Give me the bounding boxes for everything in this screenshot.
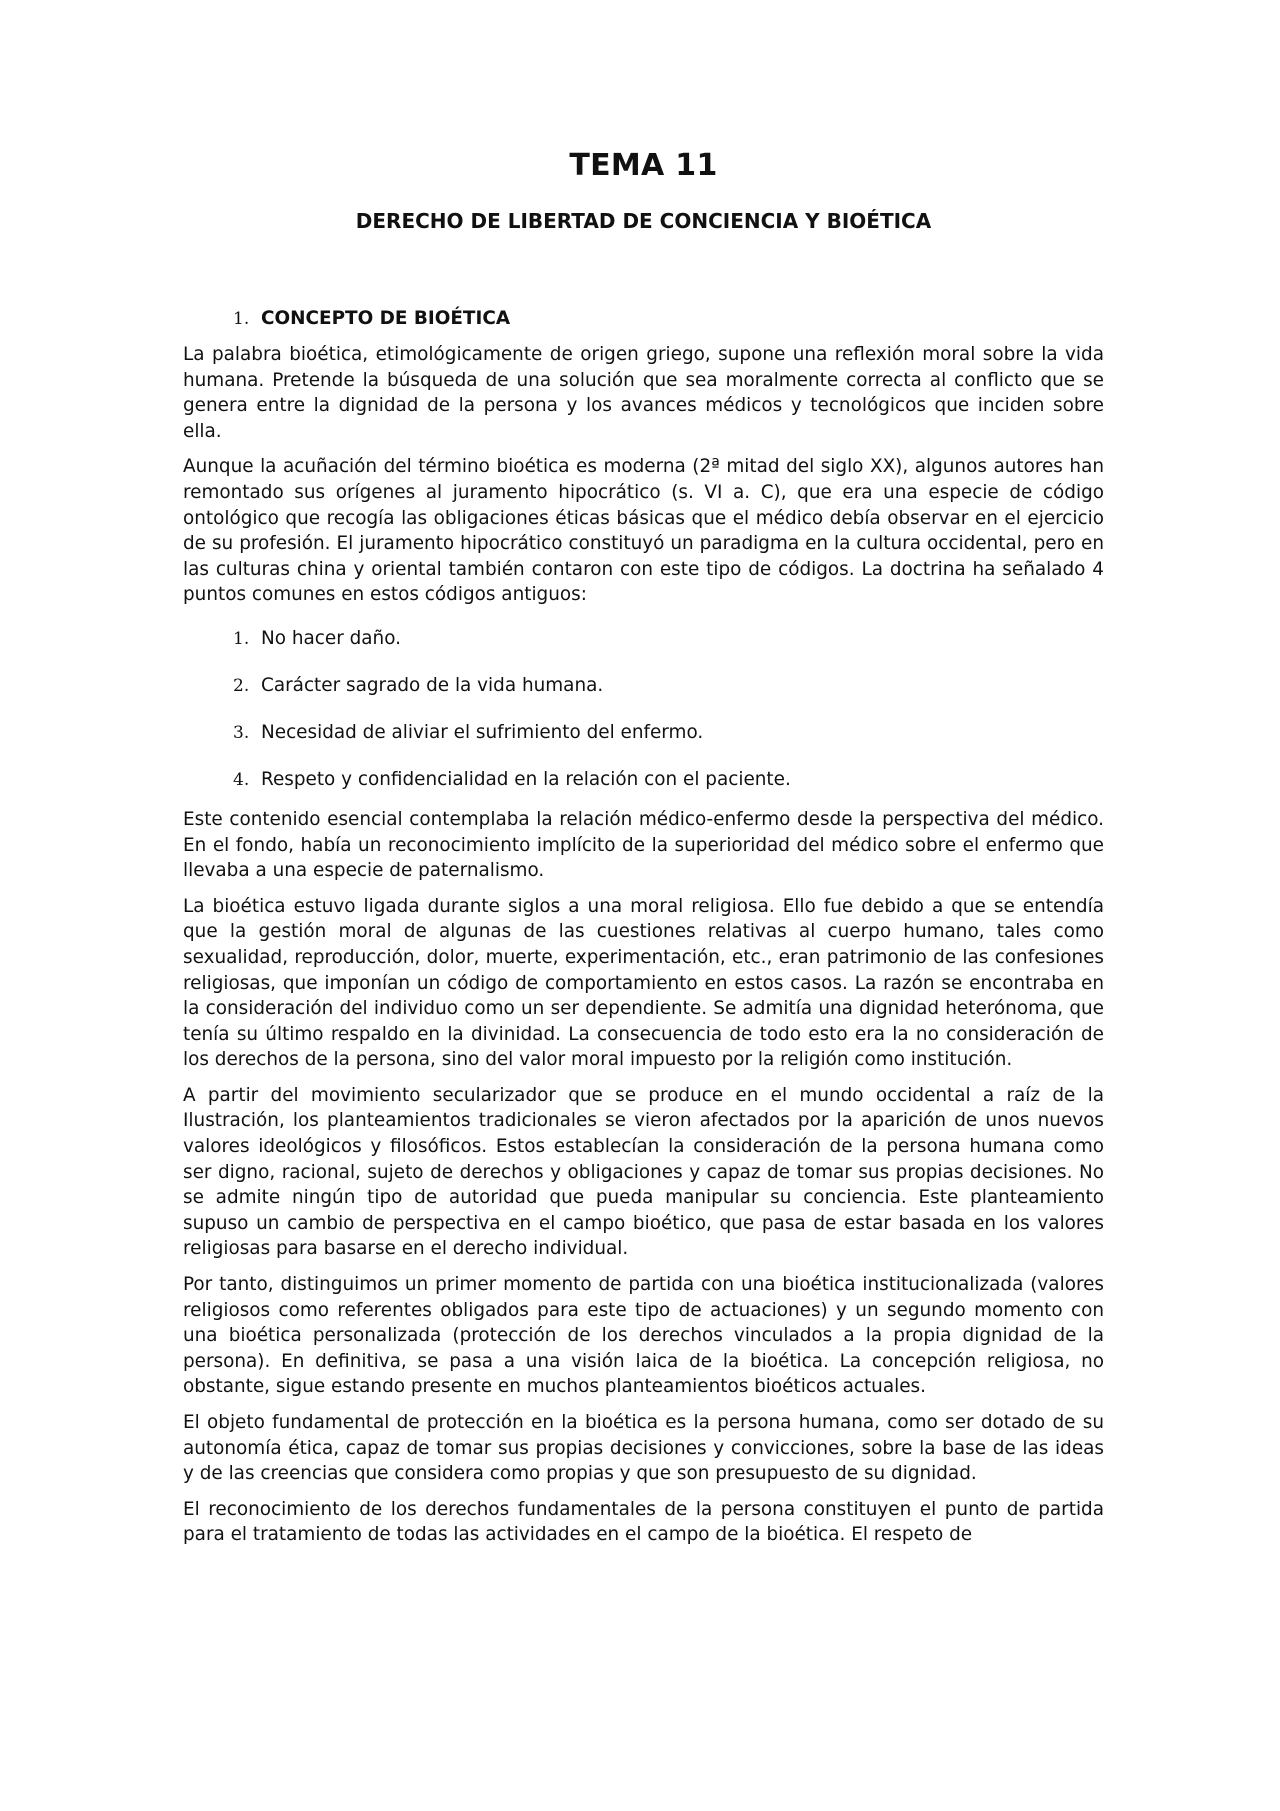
list-number-wrap	[183, 768, 261, 794]
list-item	[183, 673, 1104, 699]
document-title: TEMA 11	[569, 148, 718, 183]
section-number: 1.	[233, 309, 250, 329]
paragraph: Aunque la acuñación del término bioética es moderna (2ª mitad del siglo XX), algunos autores han remontado sus orígenes al juramento hipocrático (s. VI a. C), que era una especie de código ontológico que recogía las obligaciones éticas básicas que el médico debía observar en el ejercicio de su profesión. El juramento hipocrático constituyó un paradigma en la cultura occidental, pero en las culturas china y oriental también contaron con este tipo de códigos. La doctrina ha señalado 4 puntos comunes en estos códigos antiguos:	[183, 456, 1104, 606]
list-item	[183, 626, 1104, 652]
paragraph: El objeto fundamental de protección en la bioética es la persona humana, como ser dotado de su autonomía ética, capaz de tomar sus propias decisiones y convicciones, sobre la base de las ideas y de las creencias que considera como propias y que son presupuesto de su dignidad.	[183, 1412, 1104, 1485]
list-number-wrap	[183, 674, 261, 700]
document-body	[183, 306, 1104, 1558]
list-number: 2.	[233, 675, 250, 696]
list-number: 4.	[233, 769, 250, 790]
list-item-text: No hacer daño.	[261, 627, 401, 649]
list-number-wrap	[183, 721, 261, 747]
paragraph: El reconocimiento de los derechos fundamentales de la persona constituyen el punto de partida para el tratamiento de todas las actividades en el campo de la bioética. El respeto de	[183, 1498, 1104, 1546]
list-number: 3.	[233, 722, 250, 743]
list-item	[183, 767, 1104, 793]
paragraph: La bioética estuvo ligada durante siglos a una moral religiosa. Ello fue debido a que se entendía que la gestión moral de algunas de las cuestiones relativas al cuerpo humano, tales como sexualidad, reproducción, dolor, muerte, experimentación, etc., eran patrimonio de las confesiones religiosas, que imponían un código de comportamiento en estos casos. La razón se encontraba en la consideración del individuo como un ser dependiente. Se admitía una dignidad heterónoma, que tenía su último respaldo en la divinidad. La consecuencia de todo esto era la no consideración de los derechos de la persona, sino del valor moral impuesto por la religión como institución.	[183, 895, 1104, 1071]
list-number-wrap	[183, 627, 261, 653]
list-item	[183, 720, 1104, 746]
paragraph: A partir del movimiento secularizador que se produce en el mundo occidental a raíz de la Ilustración, los planteamientos tradicionales se vieron afectados por la aparición de unos nuevos valores ideológicos y filosóficos. Estos establecían la consideración de la persona humana como ser digno, racional, sujeto de derechos y obligaciones y capaz de tomar sus propias decisiones. No se admite ningún tipo de autoridad que pueda manipular su conciencia. Este planteamiento supuso un cambio de perspectiva en el campo bioético, que pasa de estar basada en los valores religiosas para basarse en el derecho individual.	[183, 1084, 1104, 1260]
list-item-text: Carácter sagrado de la vida humana.	[261, 674, 604, 696]
document-subtitle: DERECHO DE LIBERTAD DE CONCIENCIA Y BIOÉTICA	[355, 209, 932, 233]
list-number: 1.	[233, 628, 250, 649]
paragraph: La palabra bioética, etimológicamente de origen griego, supone una reflexión moral sobre la vida humana. Pretende la búsqueda de una solución que sea moralmente correcta al conflicto que se genera entre la dignidad de la persona y los avances médicos y tecnológicos que inciden sobre ella.	[183, 344, 1104, 442]
section-number-wrap	[183, 307, 261, 333]
list-item-text: Necesidad de aliviar el sufrimiento del enfermo.	[261, 721, 704, 743]
paragraph: Por tanto, distinguimos un primer momento de partida con una bioética institucionalizada (valores religiosos como referentes obligados para este tipo de actuaciones) y un segundo momento con una bioética personalizada (protección de los derechos vinculados a la propia dignidad de la persona). En definitiva, se pasa a una visión laica de la bioética. La concepción religiosa, no obstante, sigue estando presente en muchos planteamientos bioéticos actuales.	[183, 1274, 1104, 1398]
paragraph: Este contenido esencial contemplaba la relación médico-enfermo desde la perspectiva del médico. En el fondo, había un reconocimiento implícito de la superioridad del médico sobre el enfermo que llevaba a una especie de paternalismo.	[183, 808, 1104, 882]
list-item-text: Respeto y confidencialidad en la relación con el paciente.	[261, 768, 791, 790]
section-heading	[183, 306, 1104, 332]
section-heading-text: CONCEPTO DE BIOÉTICA	[261, 308, 511, 329]
